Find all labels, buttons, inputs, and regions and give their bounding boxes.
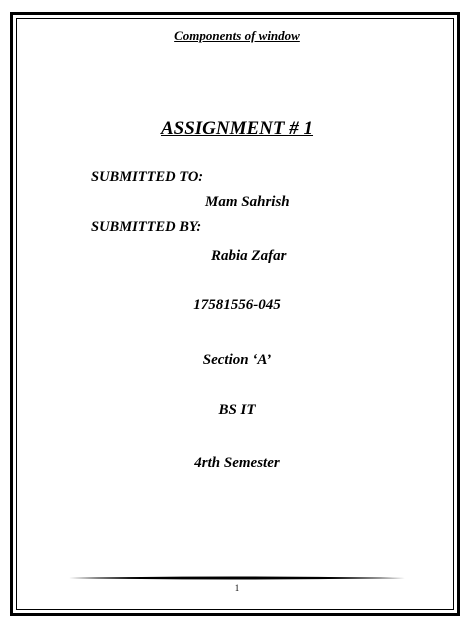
footer-divider	[69, 576, 405, 580]
roll-number: 17581556-045	[193, 297, 281, 313]
submitted-to-label: SUBMITTED TO:	[91, 169, 204, 185]
page-border-inner	[16, 18, 454, 610]
assignment-title: ASSIGNMENT # 1	[160, 118, 314, 139]
submitted-by-label: SUBMITTED BY:	[91, 219, 202, 235]
section-label: Section ‘A’	[202, 352, 272, 368]
page-number: 1	[234, 583, 240, 593]
recipient-name: Mam Sahrish	[205, 194, 290, 210]
program-label: BS IT	[218, 402, 256, 418]
page-header: Components of window	[174, 28, 300, 43]
student-name: Rabia Zafar	[211, 248, 287, 264]
semester-label: 4rth Semester	[194, 455, 280, 471]
